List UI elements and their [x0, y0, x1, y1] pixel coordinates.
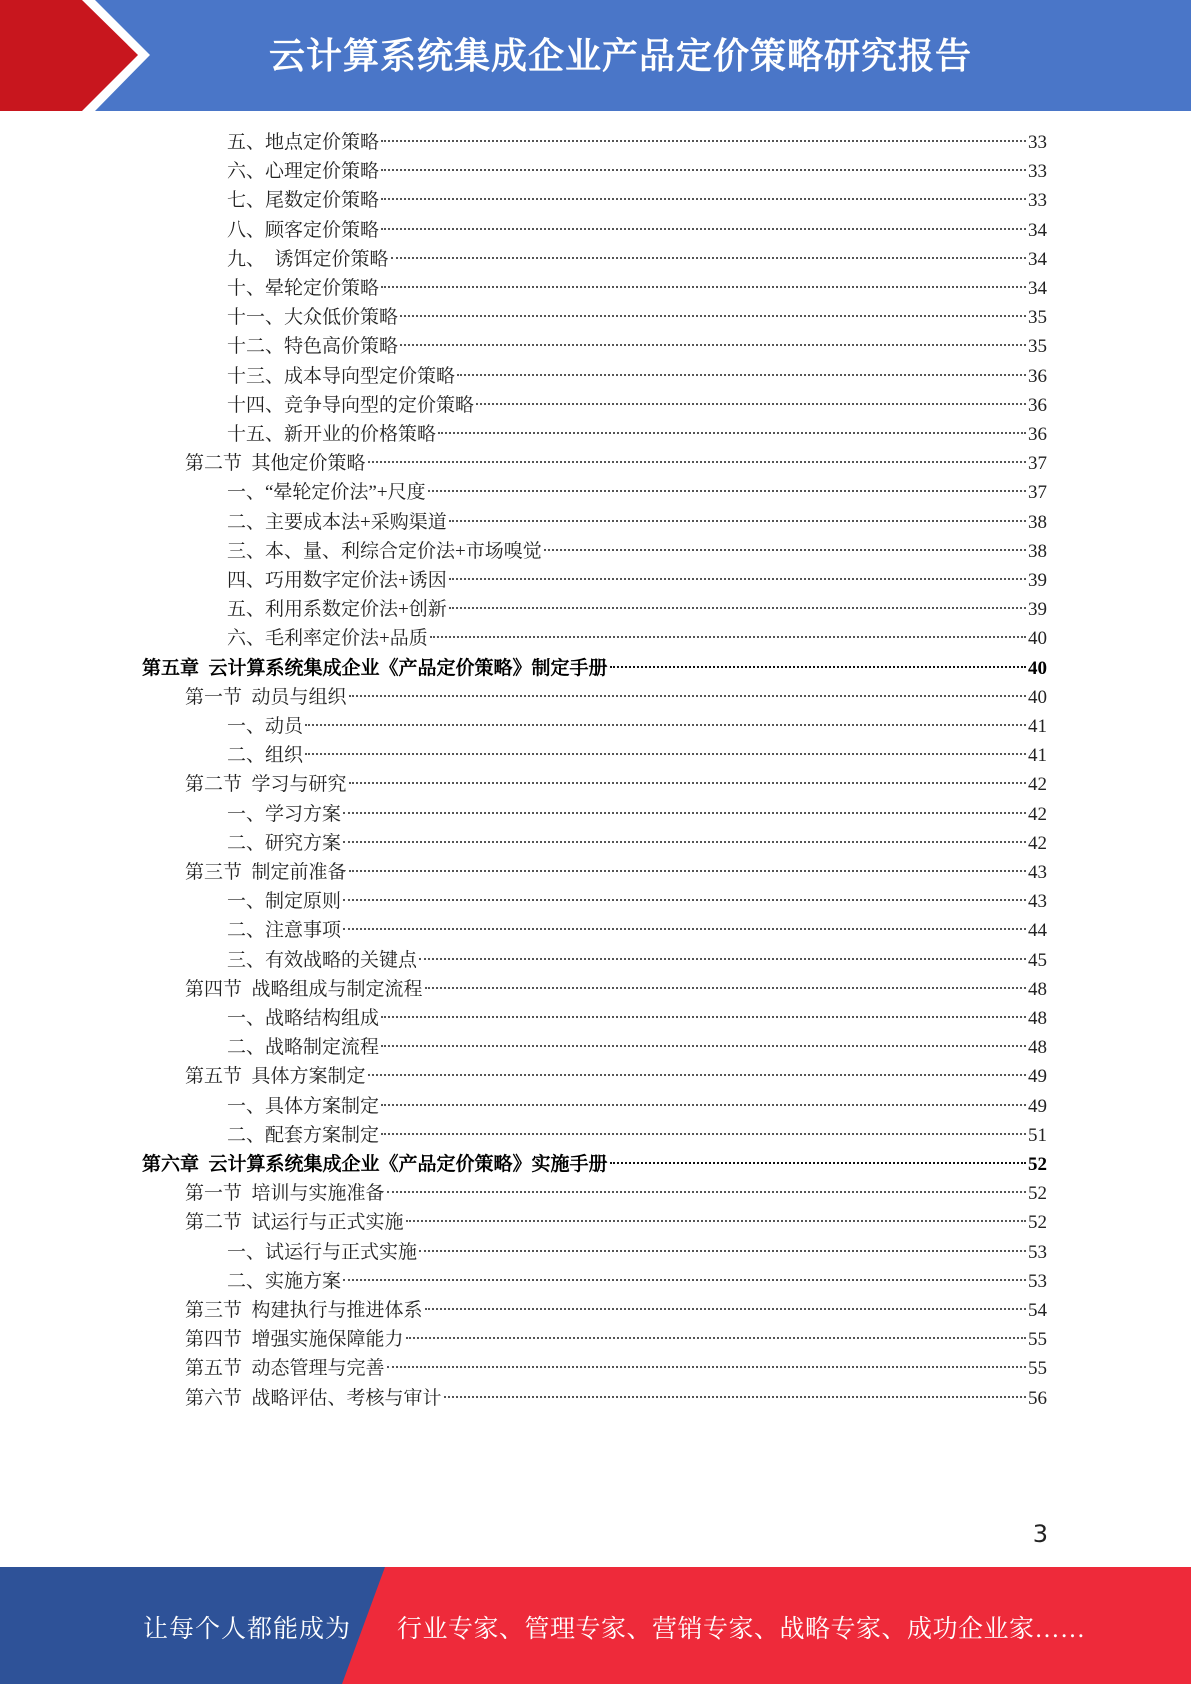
toc-subsection-entry[interactable] [227, 244, 1047, 275]
toc-subsection-entry[interactable] [227, 331, 1047, 362]
toc-entry-page: 33 [1028, 132, 1047, 153]
toc-entry-page: 40 [1028, 628, 1047, 650]
toc-section-entry[interactable] [185, 974, 1047, 1005]
toc-entry-title: 第二节 试运行与正式实施 [185, 1212, 404, 1234]
toc-entry-page: 39 [1028, 599, 1047, 621]
toc-dot-leader [400, 315, 1026, 317]
toc-entry-title: 六、毛利率定价法+品质 [227, 628, 428, 650]
toc-entry-page: 39 [1028, 570, 1047, 591]
toc-entry-title: 第四节 增强实施保障能力 [185, 1329, 404, 1351]
toc-dot-leader [425, 1308, 1026, 1310]
toc-entry-title: 一、动员 [227, 716, 304, 737]
toc-section-entry[interactable] [185, 448, 1047, 479]
toc-entry-title: 第一节 动员与组织 [185, 686, 347, 708]
toc-subsection-entry[interactable] [227, 361, 1047, 392]
toc-chapter-entry[interactable] [142, 1149, 1047, 1180]
toc-chapter-entry[interactable] [142, 653, 1047, 684]
toc-subsection-entry[interactable] [227, 565, 1047, 596]
toc-entry-title: 二、研究方案 [227, 832, 342, 854]
toc-subsection-entry[interactable] [227, 886, 1047, 917]
toc-dot-leader [381, 228, 1026, 230]
toc-entry-page: 34 [1028, 248, 1047, 270]
toc-entry-page: 37 [1028, 482, 1047, 504]
toc-entry-title: 三、有效战略的关键点 [227, 949, 418, 971]
toc-entry-title: 七、尾数定价策略 [227, 190, 380, 212]
toc-entry-page: 44 [1028, 920, 1047, 942]
toc-entry-page: 41 [1028, 745, 1047, 767]
toc-entry-title: 一、战略结构组成 [227, 1008, 380, 1029]
toc-dot-leader [406, 1220, 1026, 1222]
toc-entry-page: 41 [1028, 716, 1047, 737]
toc-dot-leader [381, 169, 1026, 171]
toc-dot-leader [343, 928, 1026, 930]
toc-subsection-entry[interactable] [227, 1032, 1047, 1063]
toc-entry-title: 一、具体方案制定 [227, 1095, 380, 1117]
toc-entry-page: 37 [1028, 453, 1047, 475]
toc-subsection-entry[interactable] [227, 828, 1047, 859]
toc-subsection-entry[interactable] [227, 390, 1047, 421]
toc-entry-page: 53 [1028, 1270, 1047, 1292]
toc-entry-page: 35 [1028, 307, 1047, 329]
toc-entry-title: 二、战略制定流程 [227, 1037, 380, 1059]
toc-entry-title: 第六章 云计算系统集成企业《产品定价策略》实施手册 [142, 1154, 608, 1175]
toc-entry-page: 48 [1028, 1037, 1047, 1059]
toc-entry-title: 第二节 其他定价策略 [185, 453, 366, 475]
toc-subsection-entry[interactable] [227, 1237, 1047, 1268]
toc-section-entry[interactable] [185, 857, 1047, 888]
toc-dot-leader [544, 549, 1026, 551]
toc-dot-leader [419, 958, 1026, 960]
toc-section-entry[interactable] [185, 769, 1047, 800]
toc-dot-leader [444, 1396, 1026, 1398]
toc-entry-title: 一、学习方案 [227, 803, 342, 825]
toc-entry-title: 第五章 云计算系统集成企业《产品定价策略》制定手册 [142, 657, 608, 679]
toc-dot-leader [381, 286, 1026, 288]
toc-section-entry[interactable] [185, 1353, 1047, 1384]
toc-entry-page: 33 [1028, 161, 1047, 183]
toc-subsection-entry[interactable] [227, 623, 1047, 654]
footer-tagline: 行业专家、管理专家、营销专家、战略专家、成功企业家…… [397, 1616, 1086, 1643]
toc-entry-page: 52 [1028, 1212, 1047, 1234]
toc-dot-leader [305, 724, 1026, 726]
toc-entry-page: 45 [1028, 949, 1047, 971]
footer-slogan: 让每个人都能成为 [143, 1616, 352, 1643]
toc-entry-title: 一、试运行与正式实施 [227, 1241, 418, 1263]
page-number: 3 [1032, 1520, 1048, 1548]
toc-dot-leader [349, 870, 1026, 872]
toc-dot-leader [305, 753, 1026, 755]
toc-subsection-entry[interactable] [227, 1091, 1047, 1122]
toc-entry-page: 36 [1028, 424, 1047, 445]
toc-entry-page: 38 [1028, 540, 1047, 562]
toc-entry-page: 49 [1028, 1095, 1047, 1117]
toc-section-entry[interactable] [185, 1061, 1047, 1092]
toc-dot-leader [430, 636, 1026, 638]
toc-subsection-entry[interactable] [227, 419, 1047, 450]
toc-entry-page: 52 [1028, 1154, 1047, 1175]
toc-subsection-entry[interactable] [227, 302, 1047, 333]
toc-entry-title: 第四节 战略组成与制定流程 [185, 978, 423, 1000]
toc-subsection-entry[interactable] [227, 477, 1047, 508]
toc-dot-leader [343, 899, 1026, 901]
page-header [0, 0, 1191, 111]
toc-dot-leader [381, 1045, 1026, 1047]
toc-dot-leader [391, 257, 1026, 259]
toc-entry-page: 51 [1028, 1124, 1047, 1146]
toc-dot-leader [400, 344, 1026, 346]
toc-section-entry[interactable] [185, 682, 1047, 713]
toc-dot-leader [343, 1279, 1026, 1281]
toc-entry-page: 38 [1028, 511, 1047, 533]
toc-entry-page: 49 [1028, 1066, 1047, 1088]
toc-entry-page: 42 [1028, 774, 1047, 796]
toc-entry-title: 十二、特色高价策略 [227, 336, 399, 358]
toc-subsection-entry[interactable] [227, 273, 1047, 304]
toc-entry-page: 48 [1028, 978, 1047, 1000]
toc-dot-leader [610, 1162, 1026, 1164]
toc-entry-title: 十三、成本导向型定价策略 [227, 365, 456, 387]
toc-dot-leader [438, 432, 1026, 434]
toc-subsection-entry[interactable] [227, 1120, 1047, 1151]
toc-entry-title: 一、“晕轮定价法”+尺度 [227, 482, 426, 504]
toc-entry-page: 43 [1028, 862, 1047, 883]
toc-entry-page: 36 [1028, 394, 1047, 416]
toc-dot-leader [387, 1191, 1026, 1193]
toc-entry-title: 二、主要成本法+采购渠道 [227, 511, 447, 533]
toc-subsection-entry[interactable] [227, 507, 1047, 538]
toc-dot-leader [610, 666, 1026, 668]
toc-subsection-entry[interactable] [227, 185, 1047, 216]
toc-subsection-entry[interactable] [227, 536, 1047, 567]
toc-dot-leader [457, 374, 1026, 376]
toc-entry-page: 52 [1028, 1183, 1047, 1205]
toc-subsection-entry[interactable] [227, 594, 1047, 625]
toc-entry-page: 34 [1028, 219, 1047, 241]
toc-entry-title: 八、顾客定价策略 [227, 219, 380, 241]
toc-subsection-entry[interactable] [227, 1003, 1047, 1034]
toc-entry-title: 二、配套方案制定 [227, 1124, 380, 1146]
toc-entry-title: 四、巧用数字定价法+诱因 [227, 570, 447, 591]
toc-subsection-entry[interactable] [227, 711, 1047, 742]
toc-entry-title: 第五节 具体方案制定 [185, 1066, 366, 1088]
toc-entry-page: 55 [1028, 1329, 1047, 1351]
toc-dot-leader [343, 841, 1026, 843]
page-footer [0, 1567, 1191, 1684]
toc-dot-leader [387, 1366, 1026, 1368]
toc-entry-page: 42 [1028, 832, 1047, 854]
toc-section-entry[interactable] [185, 1295, 1047, 1326]
toc-entry-page: 35 [1028, 336, 1047, 358]
toc-dot-leader [368, 1074, 1026, 1076]
toc-entry-title: 二、组织 [227, 745, 304, 767]
toc-dot-leader [419, 1250, 1026, 1252]
toc-dot-leader [349, 695, 1026, 697]
toc-subsection-entry[interactable] [227, 127, 1047, 158]
toc-entry-title: 二、注意事项 [227, 920, 342, 942]
toc-dot-leader [425, 987, 1026, 989]
toc-entry-title: 九、 诱饵定价策略 [227, 248, 389, 270]
report-title: 云计算系统集成企业产品定价策略研究报告 [268, 36, 972, 77]
toc-dot-leader [449, 578, 1026, 580]
toc-section-entry[interactable] [185, 1207, 1047, 1238]
toc-entry-page: 55 [1028, 1358, 1047, 1380]
toc-entry-page: 53 [1028, 1241, 1047, 1263]
toc-subsection-entry[interactable] [227, 799, 1047, 830]
toc-entry-page: 40 [1028, 686, 1047, 708]
toc-entry-title: 第三节 制定前准备 [185, 862, 347, 883]
header-chevron-arrow [0, 0, 140, 111]
toc-dot-leader [368, 461, 1026, 463]
toc-entry-page: 48 [1028, 1008, 1047, 1029]
toc-entry-title: 十一、大众低价策略 [227, 307, 399, 329]
toc-dot-leader [449, 520, 1026, 522]
toc-entry-title: 第一节 培训与实施准备 [185, 1183, 385, 1205]
toc-entry-title: 一、制定原则 [227, 891, 342, 913]
toc-entry-title: 第二节 学习与研究 [185, 774, 347, 796]
toc-subsection-entry[interactable] [227, 156, 1047, 187]
toc-entry-page: 34 [1028, 278, 1047, 299]
toc-entry-page: 54 [1028, 1300, 1047, 1321]
toc-entry-page: 43 [1028, 891, 1047, 913]
toc-entry-page: 42 [1028, 803, 1047, 825]
toc-entry-title: 三、本、量、利综合定价法+市场嗅觉 [227, 540, 542, 562]
toc-entry-page: 56 [1028, 1387, 1047, 1409]
toc-section-entry[interactable] [185, 1178, 1047, 1209]
toc-dot-leader [381, 1016, 1026, 1018]
toc-dot-leader [381, 1133, 1026, 1135]
toc-subsection-entry[interactable] [227, 945, 1047, 976]
toc-subsection-entry[interactable] [227, 740, 1047, 771]
toc-subsection-entry[interactable] [227, 1266, 1047, 1297]
toc-dot-leader [381, 198, 1026, 200]
toc-entry-title: 第五节 动态管理与完善 [185, 1358, 385, 1380]
toc-entry-page: 33 [1028, 190, 1047, 212]
toc-entry-page: 36 [1028, 365, 1047, 387]
toc-entry-title: 六、心理定价策略 [227, 161, 380, 183]
toc-entry-title: 十、晕轮定价策略 [227, 278, 380, 299]
toc-entry-title: 十五、新开业的价格策略 [227, 424, 437, 445]
toc-dot-leader [476, 403, 1026, 405]
toc-entry-title: 二、实施方案 [227, 1270, 342, 1292]
toc-dot-leader [406, 1337, 1026, 1339]
toc-dot-leader [349, 782, 1026, 784]
toc-dot-leader [343, 812, 1026, 814]
toc-entry-title: 五、利用系数定价法+创新 [227, 599, 447, 621]
toc-section-entry[interactable] [185, 1383, 1047, 1414]
toc-entry-title: 第三节 构建执行与推进体系 [185, 1300, 423, 1321]
toc-dot-leader [381, 140, 1026, 142]
toc-entry-page: 40 [1028, 657, 1047, 679]
toc-entry-title: 十四、竞争导向型的定价策略 [227, 394, 475, 416]
toc-section-entry[interactable] [185, 1324, 1047, 1355]
toc-entry-title: 第六节 战略评估、考核与审计 [185, 1387, 442, 1409]
toc-dot-leader [381, 1104, 1026, 1106]
toc-subsection-entry[interactable] [227, 915, 1047, 946]
toc-dot-leader [449, 607, 1026, 609]
toc-subsection-entry[interactable] [227, 215, 1047, 246]
toc-dot-leader [428, 490, 1026, 492]
toc-entry-title: 五、地点定价策略 [227, 132, 380, 153]
